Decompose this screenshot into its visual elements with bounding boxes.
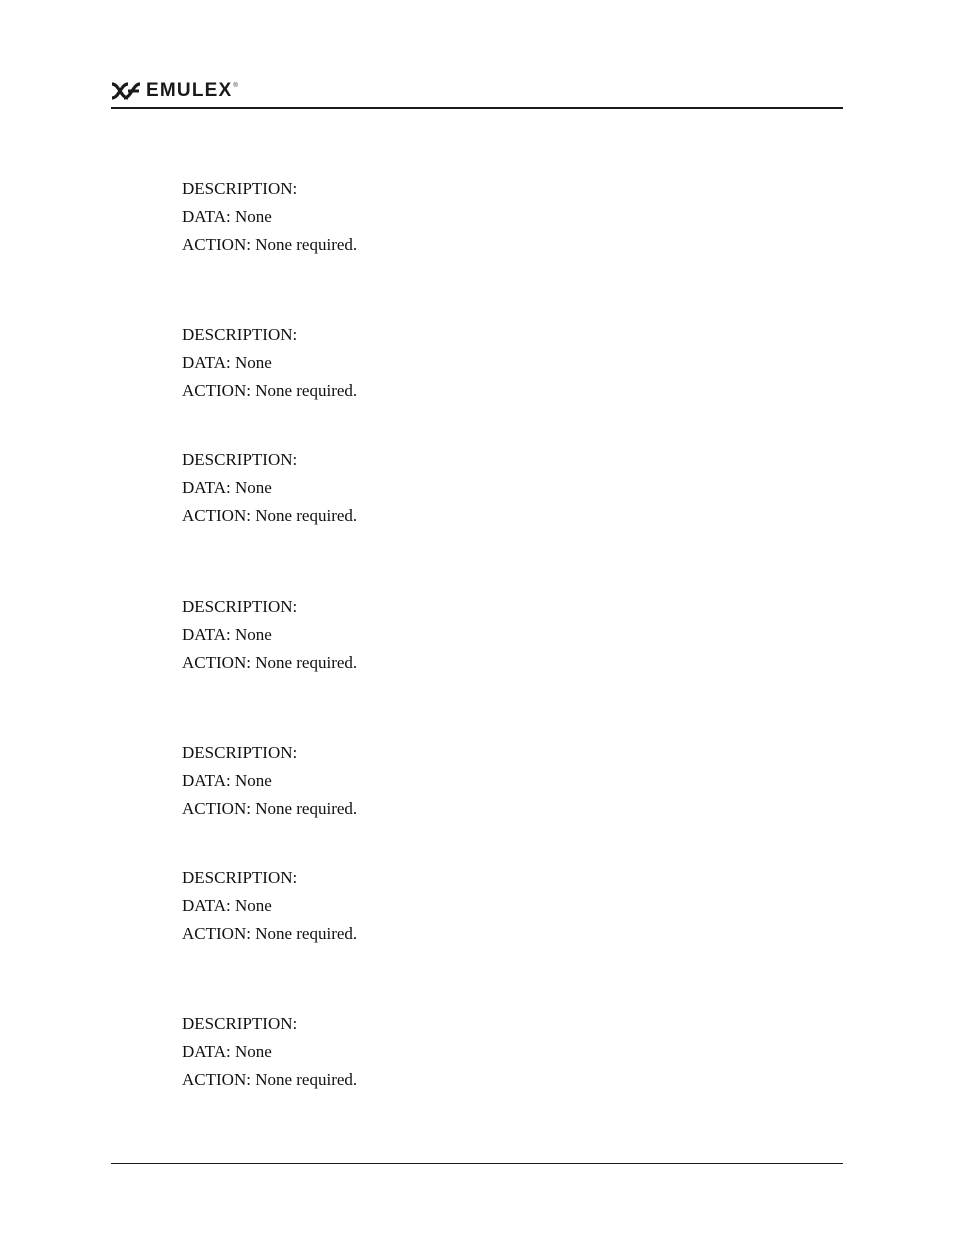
event-entry xyxy=(182,321,782,405)
emulex-logo-mark-icon xyxy=(111,81,141,101)
entry-action: ACTION: None required. xyxy=(182,1070,358,1089)
event-entry xyxy=(182,593,782,677)
footer-divider xyxy=(111,1163,843,1164)
entry-data: DATA: None xyxy=(182,771,272,790)
entry-data: DATA: None xyxy=(182,1042,272,1061)
entry-data: DATA: None xyxy=(182,896,272,915)
page-header xyxy=(111,78,843,110)
entry-description: DESCRIPTION: xyxy=(182,868,298,887)
logo-text: EMULEX xyxy=(146,80,233,101)
entry-action: ACTION: None required. xyxy=(182,506,358,525)
event-entry xyxy=(182,446,782,530)
entry-description: DESCRIPTION: xyxy=(182,1014,298,1033)
event-entry xyxy=(182,1010,782,1094)
entry-action: ACTION: None required. xyxy=(182,381,358,400)
emulex-logo xyxy=(111,80,238,102)
entry-action: ACTION: None required. xyxy=(182,924,358,943)
header-divider xyxy=(111,107,843,109)
event-entry xyxy=(182,864,782,948)
logo-registered-mark: ® xyxy=(233,83,238,89)
entry-action: ACTION: None required. xyxy=(182,653,358,672)
entry-action: ACTION: None required. xyxy=(182,235,358,254)
entry-data: DATA: None xyxy=(182,353,272,372)
entry-data: DATA: None xyxy=(182,207,272,226)
event-entry xyxy=(182,175,782,259)
entry-description: DESCRIPTION: xyxy=(182,450,298,469)
entry-description: DESCRIPTION: xyxy=(182,597,298,616)
event-entry xyxy=(182,739,782,823)
entry-description: DESCRIPTION: xyxy=(182,325,298,344)
entry-data: DATA: None xyxy=(182,478,272,497)
entry-description: DESCRIPTION: xyxy=(182,179,298,198)
entry-action: ACTION: None required. xyxy=(182,799,358,818)
entry-description: DESCRIPTION: xyxy=(182,743,298,762)
entry-data: DATA: None xyxy=(182,625,272,644)
